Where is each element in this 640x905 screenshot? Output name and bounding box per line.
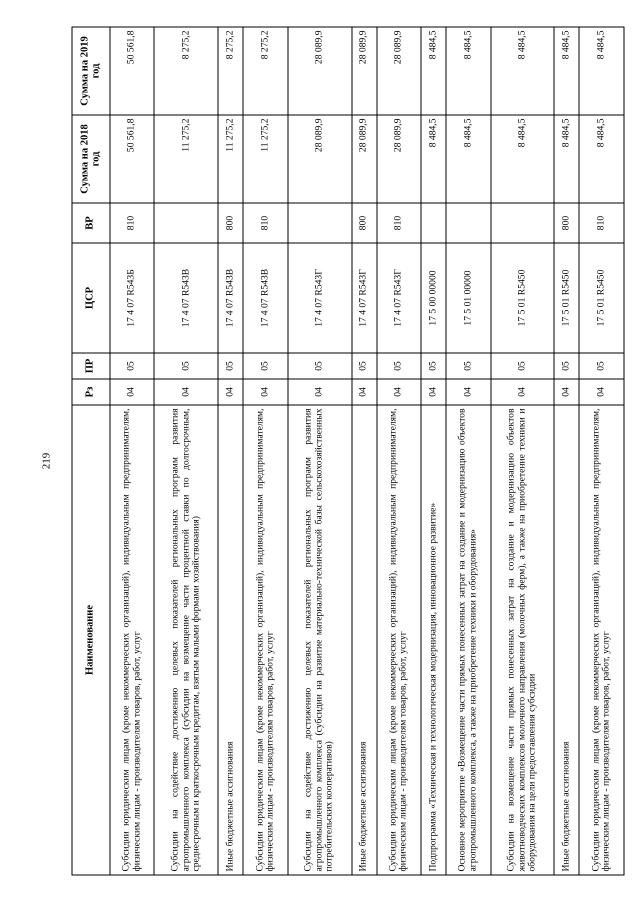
cell-sum-2019: 28 089,9 [352, 27, 377, 115]
cell-rz: 04 [288, 379, 352, 405]
table-row [554, 27, 579, 875]
cell-sum-2018: 50 561,8 [110, 115, 154, 203]
cell-sum-2018: 11 275,2 [243, 115, 287, 203]
cell-rz: 04 [579, 379, 624, 405]
cell-vr: 810 [243, 203, 287, 243]
cell-csr: 17 4 07 R543В [218, 243, 243, 353]
cell-csr: 17 4 07 R543Б [110, 243, 154, 353]
table-row [377, 27, 421, 875]
cell-sum-2018: 11 275,2 [218, 115, 243, 203]
table-row [243, 27, 287, 875]
cell-pr: 05 [377, 353, 421, 379]
cell-sum-2019: 50 561,8 [110, 27, 154, 115]
table-row [288, 27, 352, 875]
cell-csr: 17 5 01 R5450 [579, 243, 624, 353]
cell-sum-2019: 8 484,5 [421, 27, 446, 115]
cell-sum-2018: 28 089,9 [288, 115, 352, 203]
cell-csr: 17 4 07 R543Г [288, 243, 352, 353]
cell-sum-2018: 8 484,5 [579, 115, 624, 203]
table-row [446, 27, 490, 875]
cell-csr: 17 5 01 R5450 [491, 243, 555, 353]
cell-csr: 17 5 00 00000 [421, 243, 446, 353]
table-row [110, 27, 154, 875]
table-row [491, 27, 555, 875]
cell-name: Подпрограмма «Техническая и технологическая модернизация, инновационное развитие» [421, 405, 446, 875]
cell-vr [446, 203, 490, 243]
table-row [579, 27, 624, 875]
cell-pr: 05 [446, 353, 490, 379]
header-rz: Рз [72, 379, 110, 405]
cell-rz: 04 [491, 379, 555, 405]
cell-csr: 17 4 07 R543Г [352, 243, 377, 353]
cell-sum-2019: 28 089,9 [377, 27, 421, 115]
cell-name: Иные бюджетные ассигнования [352, 405, 377, 875]
cell-sum-2018: 8 484,5 [421, 115, 446, 203]
cell-name: Субсидии юридическим лицам (кроме некоммерческих организаций), индивидуальным предпринимателям, физическим лицам - производителям товаров, работ, услуг [243, 405, 287, 875]
cell-rz: 04 [377, 379, 421, 405]
cell-rz: 04 [218, 379, 243, 405]
table-row [154, 27, 218, 875]
cell-csr: 17 4 07 R543В [154, 243, 218, 353]
cell-name: Основное мероприятие «Возмещение части прямых понесенных затрат на создание и модернизацию объектов агропромышленного комплекса, а также на приобретение техники и оборудования» [446, 405, 490, 875]
cell-rz: 04 [446, 379, 490, 405]
cell-sum-2019: 8 484,5 [491, 27, 555, 115]
cell-sum-2019: 8 275,2 [218, 27, 243, 115]
table-row [352, 27, 377, 875]
cell-vr: 800 [554, 203, 579, 243]
cell-name: Субсидии юридическим лицам (кроме некоммерческих организаций), индивидуальным предпринимателям, физическим лицам - производителям товаров, работ, услуг [110, 405, 154, 875]
cell-vr [288, 203, 352, 243]
cell-sum-2019: 8 484,5 [554, 27, 579, 115]
cell-pr: 05 [352, 353, 377, 379]
cell-vr [421, 203, 446, 243]
table-row [421, 27, 446, 875]
cell-sum-2019: 8 484,5 [446, 27, 490, 115]
cell-name: Субсидии юридическим лицам (кроме некоммерческих организаций), индивидуальным предпринимателям, физическим лицам - производителям товаров, работ, услуг [377, 405, 421, 875]
cell-pr: 05 [218, 353, 243, 379]
cell-csr: 17 4 07 R543В [243, 243, 287, 353]
cell-sum-2018: 28 089,9 [377, 115, 421, 203]
cell-sum-2018: 8 484,5 [491, 115, 555, 203]
cell-vr: 810 [110, 203, 154, 243]
header-sum-2018: Сумма на 2018 год [72, 115, 110, 203]
cell-pr: 05 [421, 353, 446, 379]
cell-rz: 04 [154, 379, 218, 405]
cell-vr [491, 203, 555, 243]
cell-rz: 04 [110, 379, 154, 405]
cell-vr [154, 203, 218, 243]
header-csr: ЦСР [72, 243, 110, 353]
cell-sum-2018: 8 484,5 [554, 115, 579, 203]
cell-pr: 05 [579, 353, 624, 379]
cell-vr: 810 [579, 203, 624, 243]
cell-rz: 04 [421, 379, 446, 405]
cell-sum-2019: 8 275,2 [154, 27, 218, 115]
budget-table [72, 27, 625, 876]
cell-name: Иные бюджетные ассигнования [554, 405, 579, 875]
cell-csr: 17 5 01 R5450 [554, 243, 579, 353]
budget-table-rotated [72, 28, 625, 876]
cell-sum-2018: 28 089,9 [352, 115, 377, 203]
cell-name: Субсидии на возмещение части прямых понесенных затрат на создание и модернизацию объектов животноводческих комплексов молочного направления (молочных ферм), а также на приобретение техники и оборудования на цели предоставления субсидии [491, 405, 555, 875]
cell-pr: 05 [110, 353, 154, 379]
cell-sum-2018: 11 275,2 [154, 115, 218, 203]
cell-pr: 05 [554, 353, 579, 379]
cell-pr: 05 [243, 353, 287, 379]
table-header-row [72, 27, 110, 875]
header-pr: ПР [72, 353, 110, 379]
cell-name: Субсидии юридическим лицам (кроме некоммерческих организаций), индивидуальным предпринимателям, физическим лицам - производителям товаров, работ, услуг [579, 405, 624, 875]
table-row [218, 27, 243, 875]
cell-vr: 810 [377, 203, 421, 243]
cell-vr: 800 [218, 203, 243, 243]
cell-pr: 05 [491, 353, 555, 379]
cell-name: Иные бюджетные ассигнования [218, 405, 243, 875]
cell-pr: 05 [288, 353, 352, 379]
cell-rz: 04 [243, 379, 287, 405]
header-name: Наименование [72, 405, 110, 875]
header-vr: ВР [72, 203, 110, 243]
cell-rz: 04 [554, 379, 579, 405]
cell-sum-2019: 8 275,2 [243, 27, 287, 115]
header-sum-2019: Сумма на 2019 год [72, 27, 110, 115]
cell-name: Субсидии на содействие достижению целевых показателей региональных программ развития агропромышленного комплекса (субсидии на развитие материально-технической базы сельскохозяйственных потребительских кооперативов) [288, 405, 352, 875]
cell-name: Субсидии на содействие достижению целевых показателей региональных программ развития агропромышленного комплекса (субсидии на возмещение части процентной ставки по долгосрочным, среднесрочным и краткосрочным кредитам, взятым малыми формами хозяйствования) [154, 405, 218, 875]
cell-sum-2019: 8 484,5 [579, 27, 624, 115]
cell-pr: 05 [154, 353, 218, 379]
cell-rz: 04 [352, 379, 377, 405]
cell-sum-2018: 8 484,5 [446, 115, 490, 203]
cell-csr: 17 5 01 00000 [446, 243, 490, 353]
cell-csr: 17 4 07 R543Г [377, 243, 421, 353]
cell-vr: 800 [352, 203, 377, 243]
cell-sum-2019: 28 089,9 [288, 27, 352, 115]
page-number: 219 [40, 452, 53, 470]
